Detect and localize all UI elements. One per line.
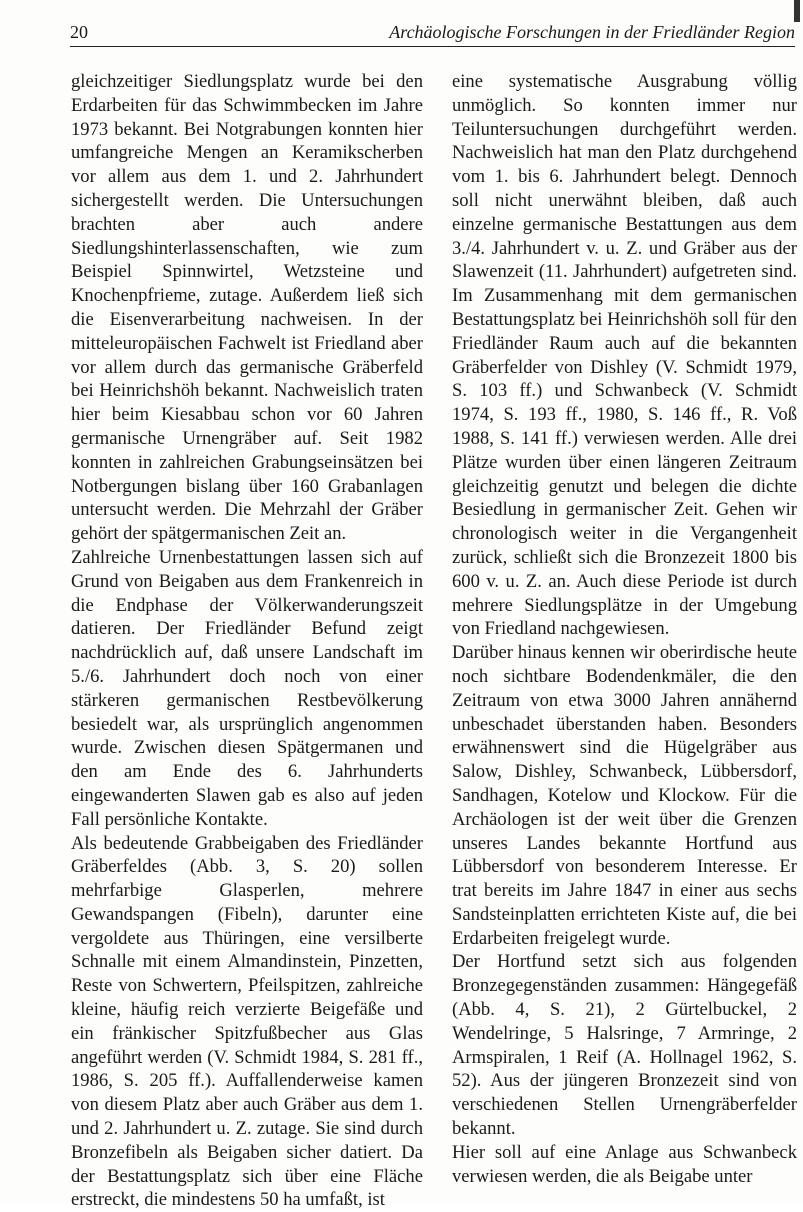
paragraph: Der Hortfund setzt sich aus folgenden Bronzegegenständen zusammen: Hängegefäß (Abb. 4, S. 21), 2 Gürtelbuckel, 2 Wendelringe, 5 Halsringe, 7 Armringe, 2 Armspiralen, 1 Reif (A. Hollnagel 1962, S. 52). Aus der jüngeren Bronzezeit sind von verschiedenen Stellen Urnengräberfelder bekannt.	[452, 950, 797, 1140]
paragraph: gleichzeitiger Siedlungsplatz wurde bei den Erdarbeiten für das Schwimmbecken im Jahre 1973 bekannt. Bei Notgrabungen konnten hier umfangreiche Mengen an Keramikscherben vor allem aus dem 1. und 2. Jahrhundert sichergestellt werden. Die Untersuchungen brachten aber auch andere Siedlungshinterlassenschaften, wie zum Beispiel Spinnwirtel, Wetzsteine und Knochenpfrieme, zutage. Außerdem ließ sich die Eisenverarbeitung nachweisen. In der mitteleuropäischen Fachwelt ist Friedland aber vor allem durch das germanische Gräberfeld bei Heinrichshöh bekannt. Nachweislich traten hier beim Kiesabbau schon vor 60 Jahren germanische Urnengräber auf. Seit 1982 konnten in zahlreichen Grabungseinsätzen bei Notbergungen bislang über 160 Grabanlagen untersucht werden. Die Mehrzahl der Gräber gehört der spätgermanischen Zeit an.	[71, 70, 423, 546]
paragraph: Hier soll auf eine Anlage aus Schwanbeck verwiesen werden, die als Beigabe unter	[452, 1141, 797, 1189]
paragraph: Zahlreiche Urnenbestattungen lassen sich auf Grund von Beigaben aus dem Frankenreich in die Endphase der Völkerwanderungszeit datieren. Der Friedländer Befund zeigt nachdrücklich auf, daß unsere Landschaft im 5./6. Jahrhundert doch noch von einer stärkeren germanischen Restbevölkerung besiedelt war, als ursprünglich angenommen wurde. Zwischen diesen Spätgermanen und den am Ende des 6. Jahrhunderts eingewanderten Slawen gab es also auf jeden Fall persönliche Kontakte.	[71, 546, 423, 832]
page-number: 20	[70, 22, 88, 43]
header-rule	[70, 46, 795, 47]
paragraph: eine systematische Ausgrabung völlig unmöglich. So konnten immer nur Teiluntersuchungen durchgeführt werden. Nachweislich hat man den Platz durchgehend vom 1. bis 6. Jahrhundert belegt. Dennoch soll nicht unerwähnt bleiben, daß auch einzelne germanische Bestattungen aus dem 3./4. Jahrhundert v. u. Z. und Gräber aus der Slawenzeit (11. Jahrhundert) aufgetreten sind. Im Zusammenhang mit dem germanischen Bestattungsplatz bei Heinrichshöh soll für den Friedländer Raum auch auf die bekannten Gräberfelder von Dishley (V. Schmidt 1979, S. 103 ff.) und Schwanbeck (V. Schmidt 1974, S. 193 ff., 1980, S. 146 ff., R. Voß 1988, S. 141 ff.) verwiesen werden. Alle drei Plätze wurden über einen längeren Zeitraum gleichzeitig genutzt und belegen die dichte Besiedlung in germanischer Zeit. Gehen wir chronologisch weiter in die Vergangenheit zurück, schließt sich die Bronzezeit 1800 bis 600 v. u. Z. an. Auch diese Periode ist durch mehrere Siedlungsplätze in der Umgebung von Friedland nachgewiesen.	[452, 70, 797, 641]
paragraph: Als bedeutende Grabbeigaben des Friedländer Gräberfeldes (Abb. 3, S. 20) sollen mehrfarbige Glasperlen, mehrere Gewandspangen (Fibeln), darunter eine vergoldete aus Thüringen, eine versilberte Schnalle mit einem Almandinstein, Pinzetten, Reste von Schwertern, Pfeilspitzen, zahlreiche kleine, häufig reich verzierte Beigefäße und ein fränkischer Spitzfußbecher aus Glas angeführt werden (V. Schmidt 1984, S. 281 ff., 1986, S. 205 ff.). Auffallenderweise kamen von diesem Platz aber auch Gräber aus dem 1. und 2. Jahrhundert u. Z. zutage. Sie sind durch Bronzefibeln als Beigaben sicher datiert. Da der Bestattungsplatz sich über eine Fläche erstreckt, die mindestens 50 ha umfaßt, ist	[71, 832, 423, 1212]
page-header	[70, 18, 795, 46]
scan-edge-mark	[794, 0, 800, 22]
right-column	[452, 70, 797, 1188]
running-title: Archäologische Forschungen in der Friedländer Region	[389, 22, 795, 43]
paragraph: Darüber hinaus kennen wir oberirdische heute noch sichtbare Bodendenkmäler, die den Zeitraum von etwa 3000 Jahren annähernd unbeschadet überstanden haben. Besonders erwähnenswert sind die Hügelgräber aus Salow, Dishley, Schwanbeck, Lübbersdorf, Sandhagen, Kotelow und Klockow. Für die Archäologen ist der weit über die Grenzen unseres Landes bekannte Hortfund aus Lübbersdorf von besonderem Interesse. Er trat bereits im Jahre 1847 in einer aus sechs Sandsteinplatten errichteten Kiste auf, die bei Erdarbeiten freigelegt wurde.	[452, 641, 797, 950]
left-column	[71, 70, 423, 1212]
